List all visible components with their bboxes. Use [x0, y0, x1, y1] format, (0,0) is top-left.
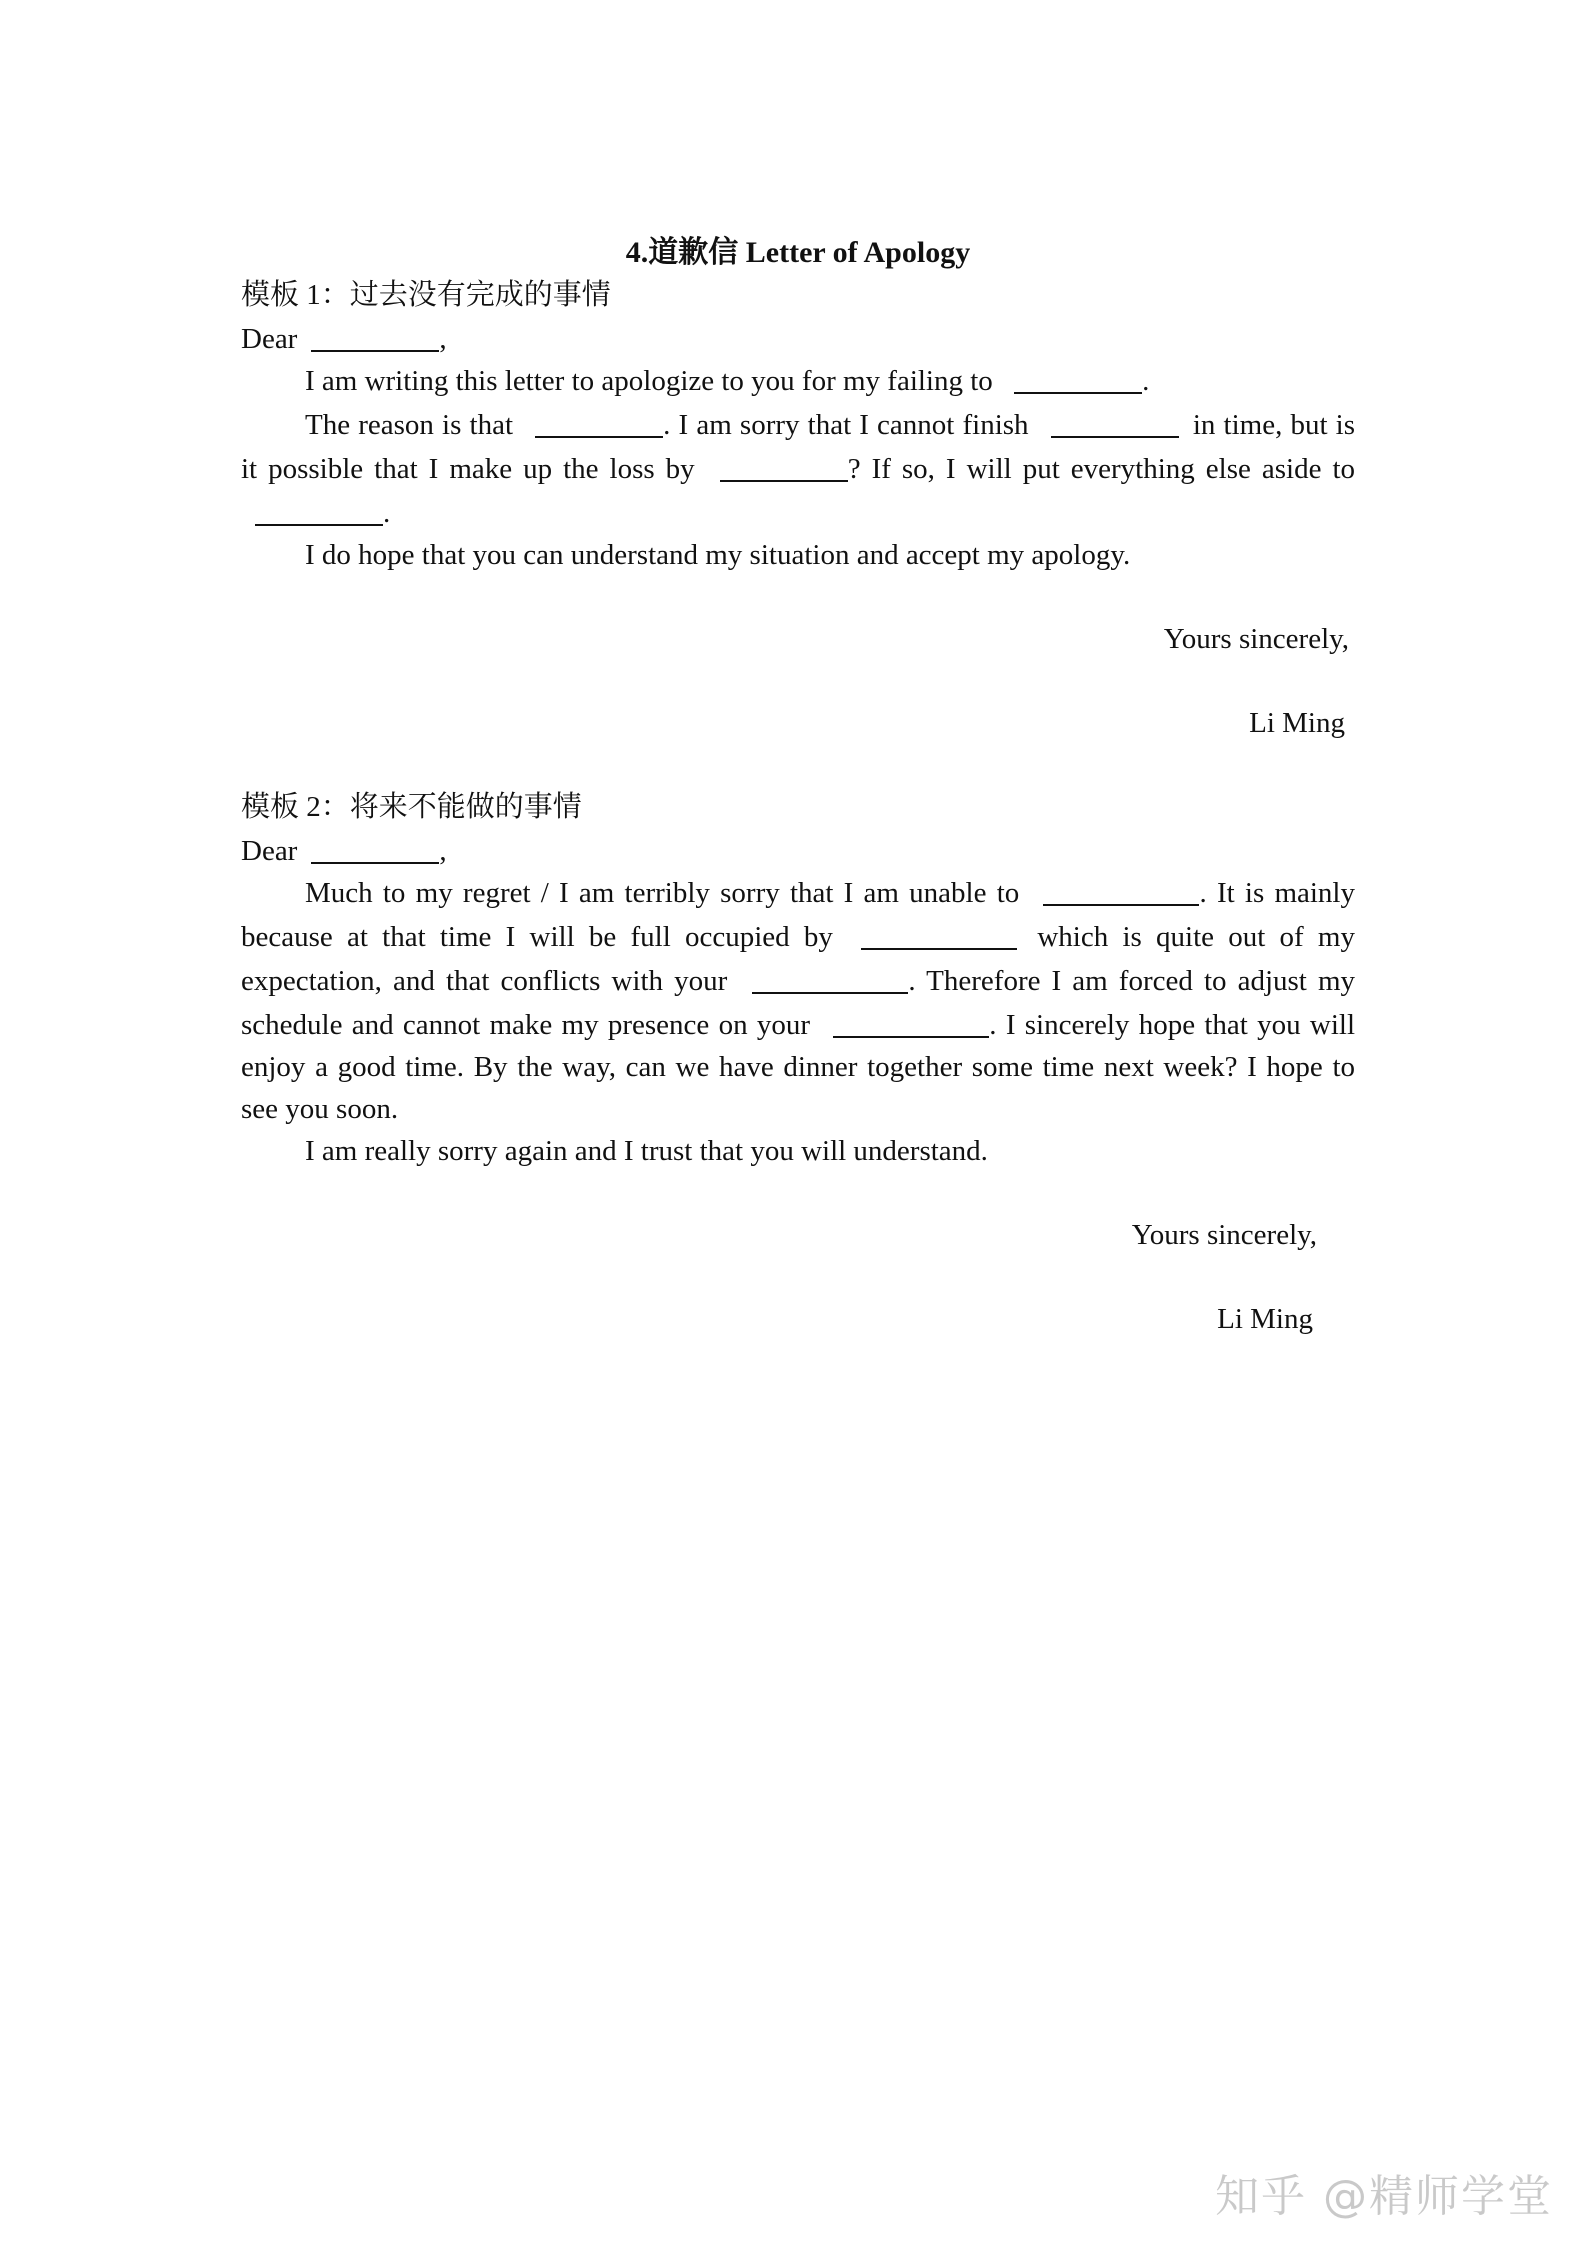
paragraph-text: which is quite out of my expectation, and that conflicts with your — [241, 921, 1355, 997]
blank-line — [535, 406, 663, 438]
template1-closing: Yours sincerely, — [1163, 623, 1349, 655]
blank-line — [752, 962, 908, 994]
paragraph-text: I am writing this letter to apologize to you for my failing to — [305, 365, 993, 397]
paragraph-text: The reason is that — [305, 409, 514, 441]
paragraph-text: . — [383, 497, 391, 529]
salutation-comma: , — [439, 835, 447, 867]
paragraph-text: . I am sorry that I cannot finish — [663, 409, 1029, 441]
paragraph-text: . — [1142, 365, 1150, 397]
blank-line — [311, 320, 439, 352]
blank-line — [720, 450, 848, 482]
paragraph-text: Much to my regret / I am terribly sorry that I am unable to — [305, 877, 1020, 909]
paragraph-text: ? If so, I will put everything else aside to — [847, 453, 1356, 485]
paragraph-text: . It is mainly because at that time I will be full occupied by — [241, 877, 1355, 953]
document-content — [241, 232, 1355, 1340]
watermark-text: 知乎 @精师学堂 — [1215, 2171, 1553, 2222]
template2-paragraph-2: I am really sorry again and I trust that you will understand. — [305, 1135, 988, 1167]
blank-line — [833, 1006, 989, 1038]
blank-line — [255, 494, 383, 526]
salutation-text: Dear — [241, 323, 298, 355]
template1-heading: 模板 1：过去没有完成的事情 — [241, 279, 611, 311]
paragraph-text: in time, but is it possible that I make up the loss by — [241, 409, 1356, 485]
template2-salutation — [241, 828, 1355, 870]
blank-line — [1014, 362, 1142, 394]
document-title: 4.道歉信 Letter of Apology — [625, 236, 971, 269]
template1-paragraph-2 — [241, 402, 1355, 534]
template1-signature: Li Ming — [1249, 707, 1345, 739]
template2-paragraph-1 — [241, 870, 1355, 1130]
salutation-comma: , — [439, 323, 447, 355]
blank-line — [311, 832, 439, 864]
template1-paragraph-1 — [241, 358, 1355, 402]
blank-line — [861, 918, 1017, 950]
paragraph-text: . I sincerely hope that you will enjoy a good time. By the way, can we have dinner together some time next week? I hope to see you soon. — [241, 1009, 1356, 1125]
template1-salutation — [241, 316, 1355, 358]
template1-paragraph-3: I do hope that you can understand my situation and accept my apology. — [305, 539, 1131, 571]
blank-line — [1051, 406, 1179, 438]
blank-line — [1043, 874, 1199, 906]
salutation-text: Dear — [241, 835, 298, 867]
template2-signature: Li Ming — [1217, 1303, 1313, 1335]
paragraph-text: . Therefore I am forced to adjust my schedule and cannot make my presence on your — [241, 965, 1356, 1041]
template2-closing: Yours sincerely, — [1131, 1219, 1317, 1251]
template2-heading: 模板 2：将来不能做的事情 — [241, 791, 582, 823]
